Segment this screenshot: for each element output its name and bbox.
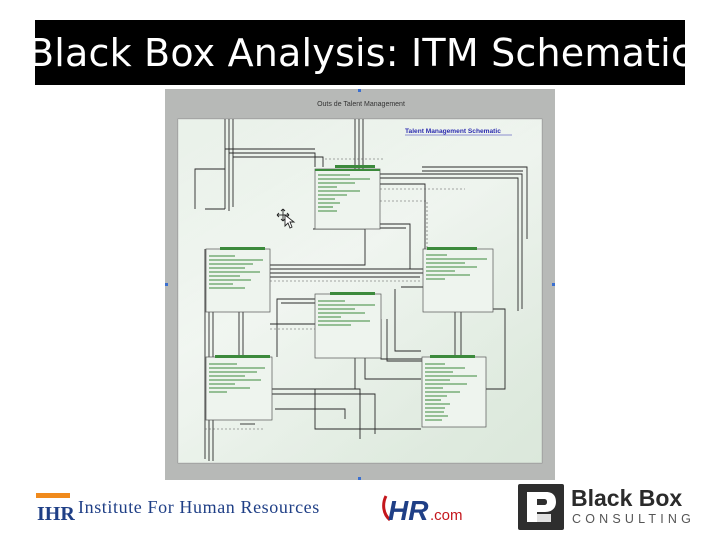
entity-box-right xyxy=(423,247,493,312)
black-box-mark-icon xyxy=(518,484,564,530)
slide-title-bar xyxy=(27,20,693,85)
schematic-image xyxy=(165,89,555,480)
entity-box-bottom-right xyxy=(422,355,486,427)
hr-com-mark xyxy=(380,490,470,526)
slide-title: Black Box Analysis: ITM Schematic xyxy=(27,30,693,75)
entity-box-center xyxy=(315,292,381,358)
hr-suffix: .com xyxy=(430,507,463,524)
ihr-mark-icon xyxy=(36,490,75,525)
schematic-header: Outs de Talent Management xyxy=(317,101,405,108)
entity-box-top xyxy=(315,165,380,229)
black-box-subtitle: CONSULTING xyxy=(572,512,696,526)
black-box-title: Black Box xyxy=(571,485,683,511)
ihr-logo xyxy=(36,488,336,528)
entity-box-left xyxy=(206,247,270,312)
schematic-svg xyxy=(165,89,555,480)
hr-com-logo xyxy=(380,490,470,526)
hr-text: HR xyxy=(388,495,429,526)
svg-text:IHR: IHR xyxy=(37,503,75,525)
entity-box-bottom-left xyxy=(206,355,272,420)
black-box-logo xyxy=(518,484,696,530)
ihr-name: Institute For Human Resources xyxy=(78,497,320,517)
schematic-diagram-title: Talent Management Schematic xyxy=(405,128,501,135)
